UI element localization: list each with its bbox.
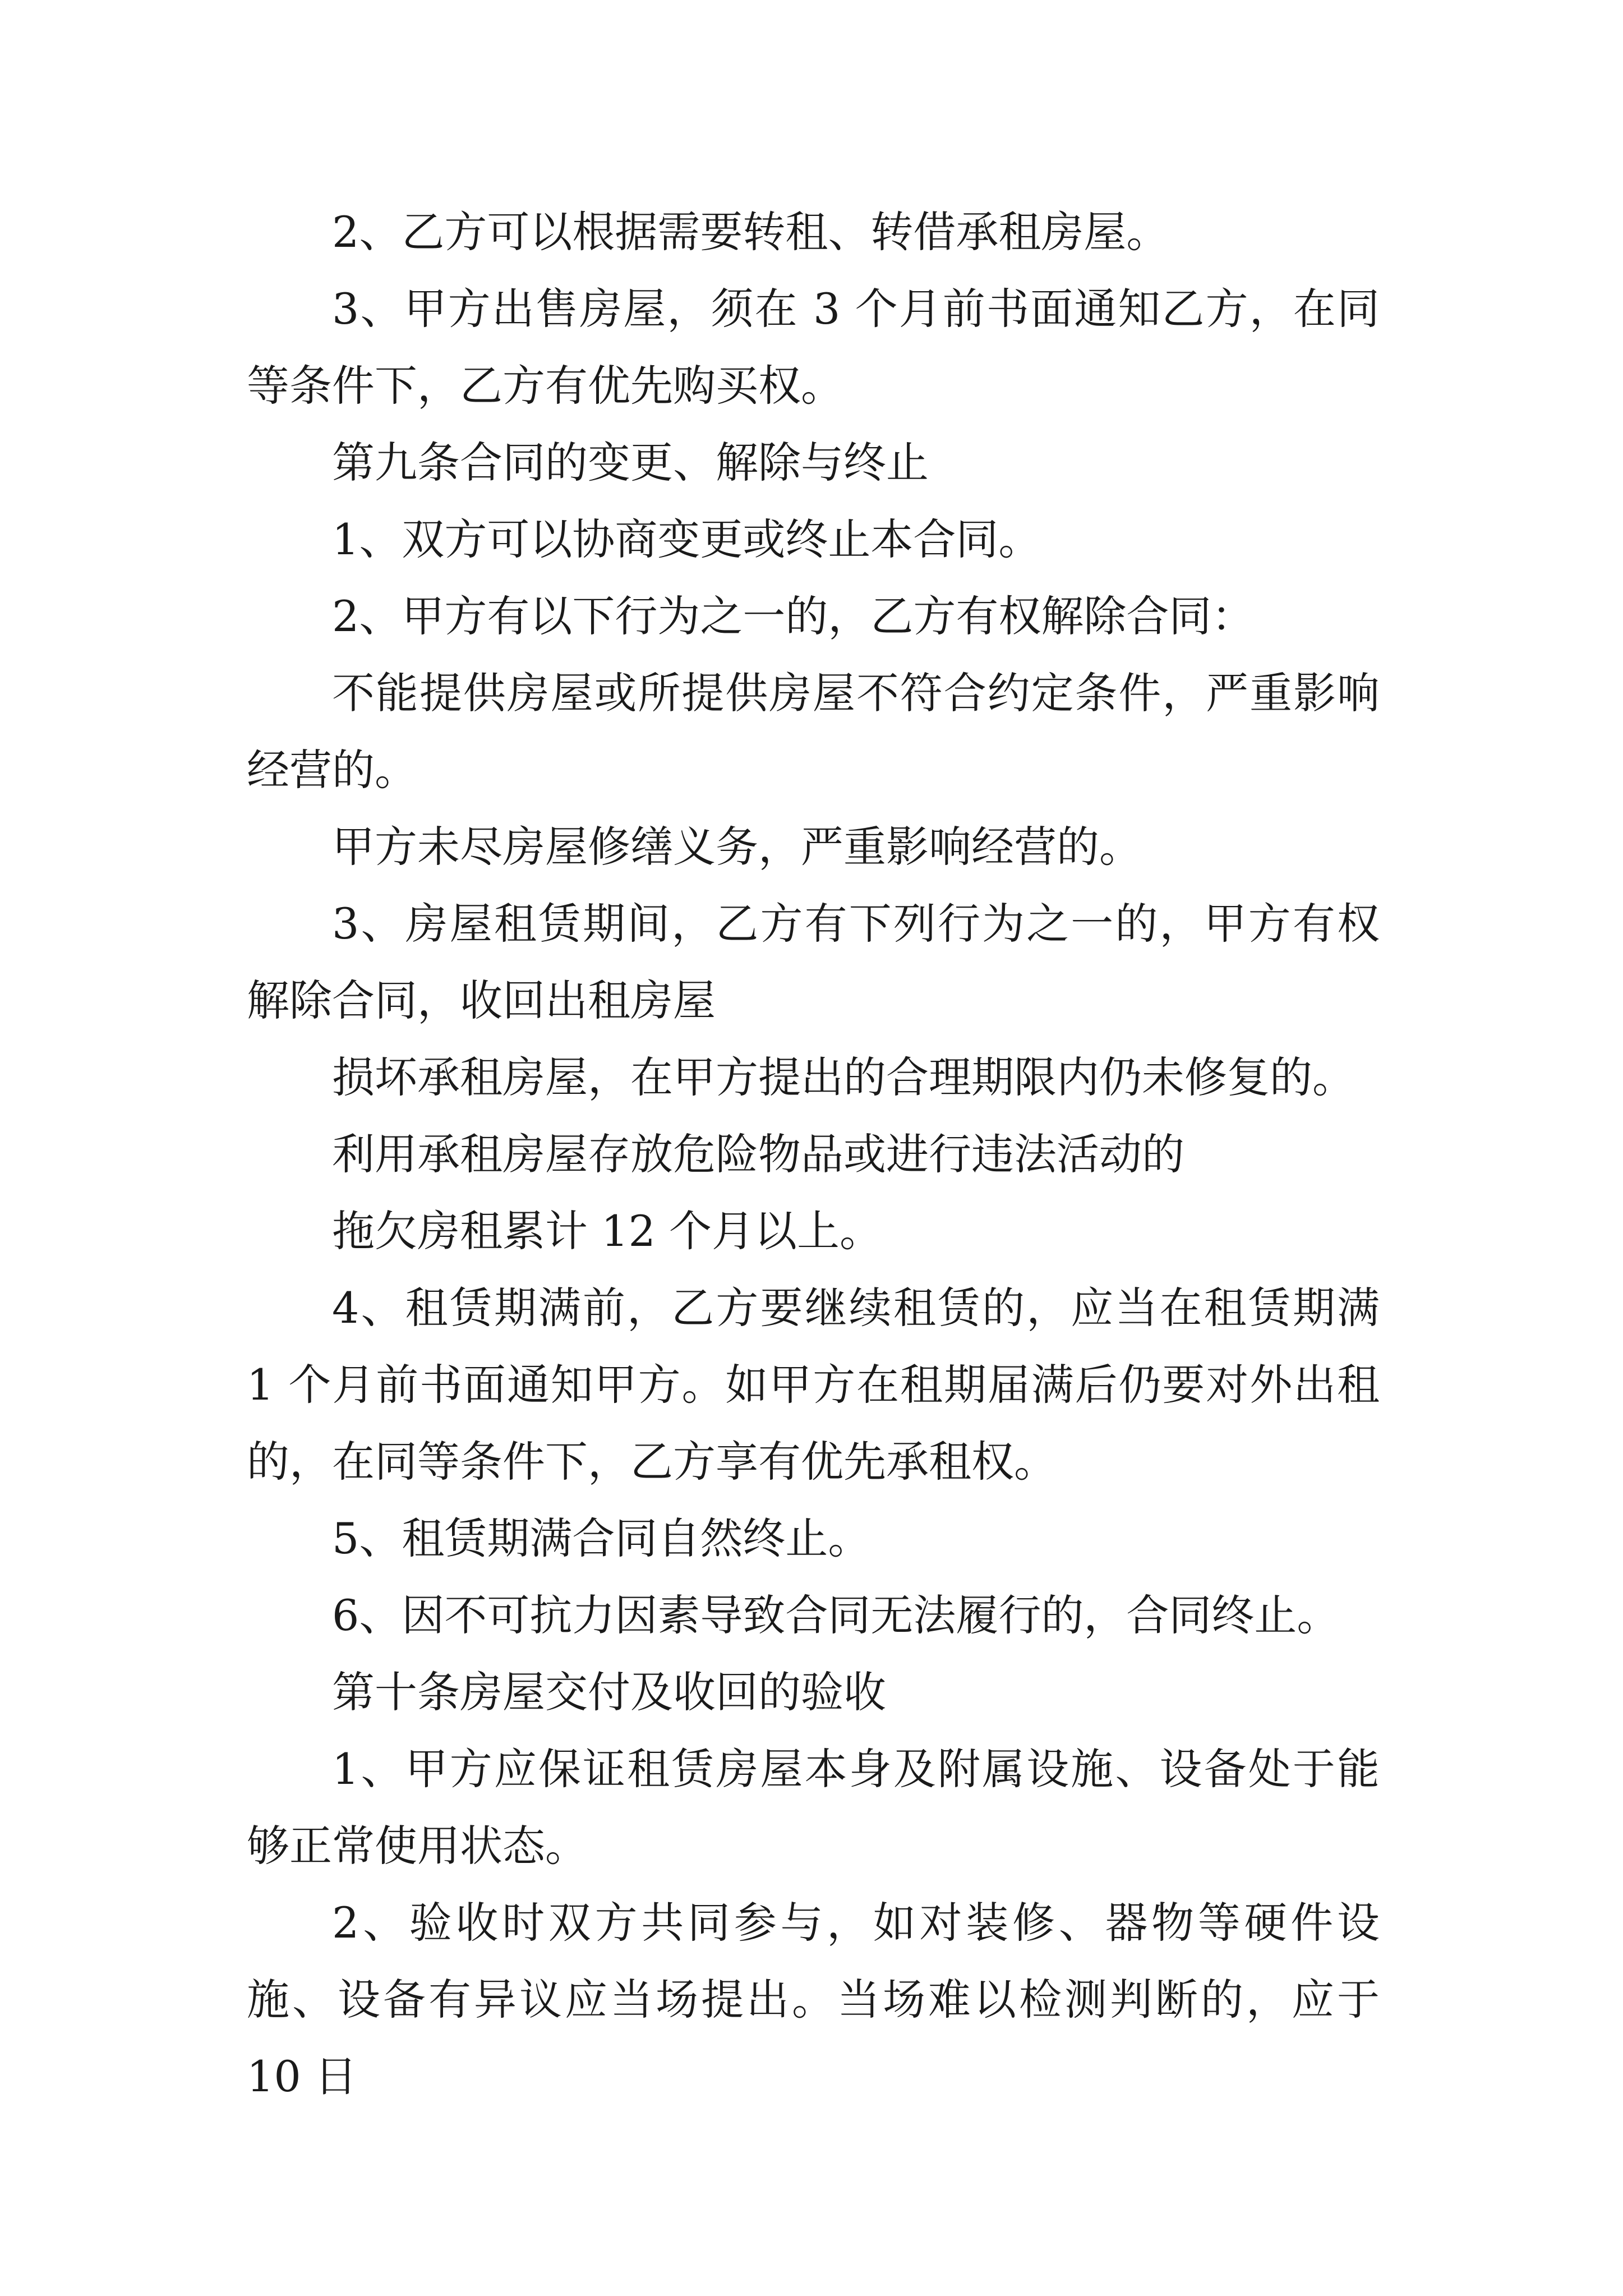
paragraph-condition-unfit: 不能提供房屋或所提供房屋不符合约定条件，严重影响经营的。 bbox=[247, 668, 1380, 795]
paragraph-damage: 损坏承租房屋，在甲方提出的合理期限内仍未修复的。 bbox=[332, 1052, 1355, 1102]
paragraph-renewal: 4、租赁期满前，乙方要继续租赁的，应当在租赁期满 1 个月前书面通知甲方。如甲方在租期届满后仍要对外出租的，在同等条件下，乙方享有优先承租权。 bbox=[247, 1283, 1394, 1487]
paragraph-no-repair: 甲方未尽房屋修缮义务，严重影响经营的。 bbox=[332, 822, 1142, 872]
paragraph-facilities-usable: 1、甲方应保证租赁房屋本身及附属设施、设备处于能够正常使用状态。 bbox=[247, 1744, 1380, 1871]
paragraph-sale-notice: 3、甲方出售房屋，须在 3 个月前书面通知乙方，在同等条件下，乙方有优先购买权。 bbox=[247, 284, 1380, 411]
paragraph-expiry: 5、租赁期满合同自然终止。 bbox=[332, 1513, 871, 1563]
paragraph-illegal-use: 利用承租房屋存放危险物品或进行违法活动的 bbox=[332, 1129, 1184, 1179]
paragraph-joint-inspection: 2、验收时双方共同参与，如对装修、器物等硬件设施、设备有异议应当场提出。当场难以检测判断的，应于 10 日 bbox=[247, 1898, 1394, 2101]
paragraph-lessee-right-to-terminate: 2、甲方有以下行为之一的，乙方有权解除合同： bbox=[332, 591, 1255, 641]
article-9-heading: 第九条合同的变更、解除与终止 bbox=[332, 438, 929, 487]
document-body bbox=[247, 194, 1394, 2115]
paragraph-force-majeure: 6、因不可抗力因素导致合同无法履行的，合同终止。 bbox=[332, 1590, 1340, 1640]
article-10-heading: 第十条房屋交付及收回的验收 bbox=[332, 1667, 886, 1717]
paragraph-mutual-termination: 1、双方可以协商变更或终止本合同。 bbox=[332, 514, 1041, 564]
paragraph-rent-arrears: 拖欠房租累计 12 个月以上。 bbox=[332, 1206, 883, 1256]
paragraph-sublet: 2、乙方可以根据需要转租、转借承租房屋。 bbox=[332, 207, 1169, 257]
paragraph-lessor-right-to-terminate: 3、房屋租赁期间，乙方有下列行为之一的，甲方有权解除合同，收回出租房屋 bbox=[247, 899, 1380, 1025]
